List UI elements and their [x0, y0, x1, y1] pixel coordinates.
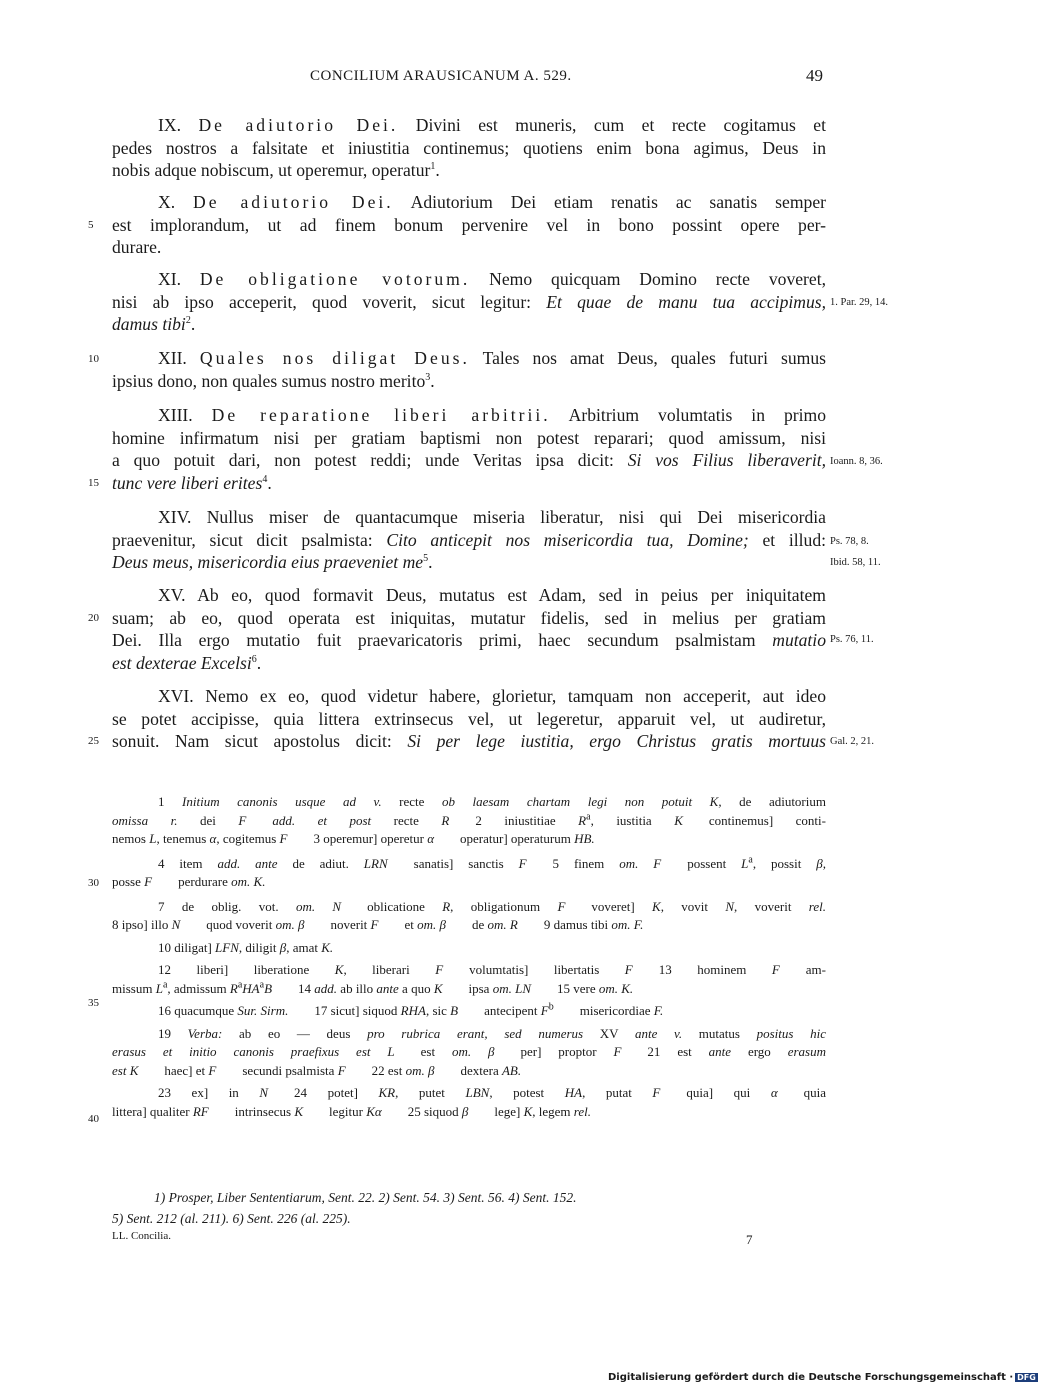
apparatus-text: 10 diligat]: [158, 939, 216, 955]
apparatus-siglum: LRN: [363, 855, 388, 871]
apparatus-line: [112, 961, 826, 980]
apparatus-siglum: K.: [321, 939, 334, 955]
apparatus-text: 12 liberi] liberatione: [158, 962, 335, 977]
apparatus-text: haec] et: [138, 1062, 209, 1078]
apparatus-text: 8 ipso] illo: [112, 917, 172, 932]
canon-line: se potet accipisse, quia littera extrinsecus vel, ut legeretur, apparuit vel, ut audiretur,: [112, 708, 826, 729]
line-number: 15: [88, 477, 99, 489]
apparatus-text: , potest: [489, 1085, 565, 1100]
apparatus-siglum: LFN: [215, 939, 239, 955]
canon-text: Adiutorium Dei etiam renatis ac sanatis semper: [393, 192, 826, 212]
apparatus-line: [112, 898, 826, 917]
apparatus-siglum: F: [435, 962, 444, 977]
apparatus-text: perdurare: [152, 874, 232, 889]
margin-reference: Ps. 76, 11.: [830, 634, 874, 645]
apparatus-text: ab illo: [337, 980, 377, 996]
apparatus-text: , iustitia: [590, 812, 675, 828]
scripture-quote: Et quae de manu tua accipimus,: [546, 291, 826, 312]
apparatus-text: posse: [112, 874, 145, 889]
canon-line: [112, 449, 826, 472]
apparatus-text: , sic: [425, 1003, 451, 1018]
apparatus-siglum: F: [144, 874, 153, 889]
footnote-ref: 4: [262, 473, 268, 485]
apparatus-text: , obligationum: [450, 898, 558, 914]
apparatus-line: [112, 980, 826, 999]
margin-reference: Ioann. 8, 36.: [830, 456, 883, 467]
apparatus-siglum: LBN: [465, 1085, 490, 1100]
scripture-quote: Deus meus, misericordia eius praeveniet me: [112, 552, 424, 572]
apparatus-siglum: K: [523, 1103, 533, 1119]
canon-xvi: [112, 685, 826, 753]
apparatus-text: am-: [779, 962, 826, 977]
apparatus-text: littera] qualiter: [112, 1103, 193, 1119]
apparatus-text: recte: [381, 794, 442, 809]
apparatus-siglum: om. F.: [611, 917, 644, 932]
apparatus-text: , cogitemus: [216, 831, 280, 846]
apparatus-siglum: N: [259, 1085, 269, 1100]
scripture-quote: est dexterae Excelsi: [112, 652, 252, 673]
apparatus-superscript: a: [259, 979, 265, 991]
apparatus-line: [112, 916, 826, 935]
apparatus-siglum: RF: [192, 1103, 209, 1119]
apparatus-text: secundi psalmista: [216, 1062, 338, 1078]
apparatus-siglum: L: [741, 855, 749, 871]
apparatus-text: , admissum: [167, 980, 230, 996]
canon-title: Quales nos diligat Deus.: [199, 348, 470, 368]
apparatus-siglum: ante v.: [635, 1025, 683, 1041]
apparatus-text: [246, 813, 272, 828]
canon-text: nisi ab ipso acceperit, quod voverit, sicut legitur:: [112, 291, 547, 312]
apparatus-superscript: b: [548, 1001, 554, 1013]
canon-line: [112, 313, 826, 336]
apparatus-siglum: R: [441, 812, 450, 828]
apparatus-siglum: ante: [376, 980, 399, 996]
canon-text: et illud:: [748, 529, 826, 550]
canon-text: nobis adque nobiscum, ut operemur, operatur: [112, 160, 431, 180]
apparatus-siglum: α: [209, 831, 217, 846]
source-note-line: 5) Sent. 212 (al. 211). 6) Sent. 226 (al. 225).: [112, 1211, 351, 1226]
canon-text: Arbitrium volumtatis in primo: [550, 405, 826, 425]
critical-apparatus: [112, 793, 826, 1121]
canon-title: De adiutorio Dei.: [193, 192, 394, 212]
apparatus-siglum: K: [674, 812, 683, 828]
canon-xiv: [112, 506, 826, 574]
canon-line: [112, 551, 826, 574]
canon-line: durare.: [112, 237, 162, 257]
footnote-ref: 2: [185, 315, 191, 327]
apparatus-text: quod voverit: [180, 917, 276, 932]
apparatus-text: 3 operemur] operetur: [287, 831, 428, 846]
canon-line: XIV. Nullus miser de quantacumque miseria liberatur, nisi qui Dei misericordia: [158, 507, 826, 527]
apparatus-siglum: ante: [708, 1044, 732, 1059]
apparatus-text: XV: [583, 1025, 635, 1041]
apparatus-text: antecipent: [458, 1003, 541, 1018]
apparatus-siglum: om. K.: [231, 874, 266, 889]
apparatus-text: voveret]: [565, 898, 653, 914]
canon-text: Tales nos amat Deus, quales futuri sumus: [469, 348, 826, 368]
canon-line: est implorandum, ut ad finem bonum pervenire vel in bono possint opere per-: [112, 214, 826, 235]
scripture-quote: Cito anticepit nos misericordia tua, Domine;: [386, 529, 749, 550]
apparatus-siglum: Initium canonis usque ad v.: [182, 794, 382, 809]
apparatus-text: est: [394, 1044, 452, 1059]
canon-text: praevenitur, sicut dicit psalmista:: [112, 529, 387, 550]
apparatus-text: recte: [371, 812, 442, 828]
canon-line: XVI. Nemo ex eo, quod videtur habere, glorietur, tamquam non acceperit, aut ideo: [158, 686, 826, 706]
apparatus-siglum: K: [652, 898, 661, 914]
apparatus-line: [112, 830, 826, 849]
canon-title: De reparatione liberi arbitrii.: [211, 405, 551, 425]
canon-line: [112, 159, 826, 182]
apparatus-siglum: om. LN: [492, 980, 531, 996]
canon-line: [112, 529, 826, 552]
apparatus-text: legitur: [303, 1103, 367, 1119]
apparatus-siglum: F: [370, 917, 379, 932]
footnote-ref: 5: [423, 553, 429, 565]
credit-text: Digitalisierung gefördert durch die Deutsche Forschungsgemeinschaft ·: [608, 1372, 1014, 1383]
canon-line: [112, 629, 826, 652]
apparatus-text: quia: [777, 1085, 827, 1100]
margin-reference: Gal. 2, 21.: [830, 736, 875, 747]
canon-number: X.: [158, 192, 194, 212]
apparatus-siglum: om. β: [405, 1062, 435, 1078]
canon-line: [112, 191, 826, 214]
canon-number: XII.: [158, 348, 200, 368]
page-number: 49: [806, 66, 823, 85]
line-number: 20: [88, 612, 99, 624]
apparatus-text: , liberari: [343, 962, 436, 977]
apparatus-siglum: rel.: [573, 1103, 591, 1119]
line-number: 10: [88, 353, 99, 365]
apparatus-siglum: est K: [112, 1062, 139, 1078]
signature-number: 7: [746, 1232, 753, 1247]
apparatus-text: possent: [661, 855, 742, 871]
scripture-quote: Si per lege iustitia, ergo Christus gratis mortuus: [407, 731, 826, 751]
apparatus-siglum: Sur. Sirm.: [237, 1003, 289, 1018]
apparatus-text: a quo: [398, 980, 434, 996]
apparatus-text: 4 item: [158, 855, 218, 871]
canon-text: ipsius dono, non quales sumus nostro merito: [112, 370, 426, 391]
canon-line: [112, 472, 826, 495]
apparatus-siglum: HB.: [574, 831, 595, 846]
apparatus-siglum: HA: [242, 980, 260, 996]
apparatus-line: [112, 873, 826, 892]
line-number: 25: [88, 735, 99, 747]
apparatus-text: , possit: [752, 855, 817, 871]
apparatus-siglum: α: [427, 831, 435, 846]
apparatus-siglum: K: [294, 1103, 303, 1119]
apparatus-text: 17 sicut] siquod: [288, 1003, 401, 1018]
apparatus-text: 19: [158, 1025, 188, 1041]
apparatus-siglum: om. F: [619, 855, 662, 871]
margin-reference: 1. Par. 29, 14.: [830, 297, 889, 308]
apparatus-siglum: F: [518, 855, 527, 871]
apparatus-text: mutatus: [682, 1025, 757, 1041]
line-number: 40: [88, 1113, 99, 1125]
apparatus-text: 21 est: [621, 1044, 709, 1059]
canon-xiii: [112, 404, 826, 494]
apparatus-line: [112, 812, 826, 831]
apparatus-line: [112, 855, 826, 874]
scripture-quote: mutatio: [772, 630, 826, 650]
canon-line: suam; ab eo, quod operata est iniquitas, mutatur fidelis, sed in melius per gratiam: [112, 607, 826, 628]
scripture-quote: damus tibi: [112, 314, 186, 334]
apparatus-siglum: F: [624, 962, 633, 977]
apparatus-siglum: F: [208, 1062, 217, 1078]
apparatus-siglum: erasum: [787, 1044, 826, 1059]
apparatus-siglum: om. K.: [598, 980, 634, 996]
canon-line: [112, 114, 826, 137]
canon-xv: [112, 584, 826, 674]
apparatus-text: quia] qui: [660, 1085, 771, 1100]
running-title: CONCILIUM ARAUSICANUM A. 529.: [310, 68, 572, 84]
apparatus-siglum: rel.: [808, 898, 827, 914]
apparatus-text: dextera: [434, 1062, 502, 1078]
apparatus-text: 9 damus tibi: [517, 917, 612, 932]
apparatus-text: de: [446, 917, 488, 932]
apparatus-text: 25 siquod: [381, 1103, 462, 1119]
apparatus-text: 22 est: [345, 1062, 406, 1078]
canon-title: De adiutorio Dei.: [198, 115, 399, 135]
canon-line: homine infirmatum nisi per gratiam baptismi non potest reparari; quod amissum, nisi: [112, 427, 826, 448]
apparatus-siglum: F: [652, 1085, 661, 1100]
apparatus-text: 14: [272, 980, 315, 996]
apparatus-text: per] proptor: [494, 1044, 614, 1059]
apparatus-siglum: N: [725, 898, 735, 914]
canon-ix: [112, 114, 826, 182]
apparatus-line: [112, 939, 826, 958]
margin-reference: Ps. 78, 8.: [830, 536, 869, 547]
apparatus-text: dei: [177, 812, 239, 828]
canon-line: pedes nostros a falsitate et iniustitia continemus; quotiens enim bona agimus, Deus in: [112, 137, 826, 158]
apparatus-text: , diligit: [238, 939, 280, 955]
apparatus-superscript: a: [162, 979, 168, 991]
apparatus-text: de adiutorium: [721, 794, 826, 809]
canon-number: IX.: [158, 115, 199, 135]
apparatus-line: [112, 1002, 826, 1021]
apparatus-siglum: pro rubrica erant, sed numerus: [367, 1025, 584, 1041]
apparatus-text: 1: [158, 794, 183, 809]
apparatus-text: missum: [112, 980, 156, 996]
canon-text: .: [430, 370, 435, 391]
source-notes: [112, 1187, 826, 1229]
canon-line: [112, 268, 826, 291]
apparatus-siglum: Verba:: [187, 1025, 223, 1041]
canon-x: [112, 191, 826, 259]
apparatus-siglum: L: [149, 831, 157, 846]
line-number: 30: [88, 877, 99, 889]
apparatus-text: lege]: [468, 1103, 524, 1119]
apparatus-siglum: AB.: [501, 1062, 522, 1078]
apparatus-text: ipsa: [442, 980, 493, 996]
canon-line: [112, 347, 826, 370]
apparatus-text: , putat: [582, 1085, 653, 1100]
apparatus-siglum: R: [229, 980, 238, 996]
footnote-ref: 3: [425, 371, 431, 383]
apparatus-line: [112, 1103, 826, 1122]
apparatus-text: 7 de oblig. vot.: [158, 898, 296, 914]
apparatus-siglum: F: [337, 1062, 346, 1078]
apparatus-siglum: K: [433, 980, 443, 996]
apparatus-siglum: add. et post: [272, 812, 372, 828]
apparatus-line: [112, 1062, 826, 1081]
apparatus-text: , tenemus: [156, 831, 210, 846]
apparatus-siglum: om. β: [417, 917, 447, 932]
apparatus-siglum: β,: [816, 855, 826, 871]
apparatus-siglum: om. β: [275, 917, 305, 932]
apparatus-siglum: L: [155, 980, 163, 996]
margin-reference: Ibid. 58, 11.: [830, 557, 881, 568]
apparatus-text: de adiut.: [277, 855, 364, 871]
dfg-logo: DFG: [1017, 1372, 1036, 1382]
apparatus-text: 16 quacumque: [158, 1003, 238, 1018]
canon-line: [112, 370, 826, 393]
apparatus-siglum: β: [279, 939, 287, 955]
apparatus-siglum: F: [540, 1003, 549, 1018]
apparatus-text: misericordiae: [553, 1003, 654, 1018]
apparatus-siglum: β: [461, 1103, 469, 1119]
footnote-ref: 6: [251, 653, 257, 665]
canon-text: .: [435, 160, 440, 180]
apparatus-text: , vovit: [660, 898, 726, 914]
apparatus-siglum: erasus et initio canonis praefixus est L: [112, 1044, 395, 1059]
apparatus-siglum: R: [442, 898, 451, 914]
apparatus-siglum: B: [264, 980, 273, 996]
apparatus-text: noverit: [304, 917, 371, 932]
footnote-ref: 1: [430, 161, 436, 173]
apparatus-siglum: Kα: [366, 1103, 382, 1119]
apparatus-superscript: a: [748, 854, 753, 866]
scripture-quote: tunc vere liberi erites: [112, 472, 263, 493]
canon-line: [112, 404, 826, 427]
apparatus-siglum: R: [578, 812, 587, 828]
apparatus-siglum: N: [171, 917, 181, 932]
apparatus-siglum: ob laesam chartam legi non potuit K,: [441, 794, 722, 809]
apparatus-text: continemus] conti-: [682, 812, 826, 828]
apparatus-text: sanatis] sanctis: [387, 855, 519, 871]
apparatus-siglum: F: [771, 962, 780, 977]
digitization-credit: [608, 1372, 1038, 1383]
canon-text: Nemo quicquam Domino recte voveret,: [470, 269, 826, 289]
apparatus-text: intrinsecus: [208, 1103, 295, 1119]
apparatus-text: 15 vere: [531, 980, 599, 996]
apparatus-siglum: F: [279, 831, 288, 846]
source-note-line: 1) Prosper, Liber Sententiarum, Sent. 22. 2) Sent. 54. 3) Sent. 56. 4) Sent. 152.: [154, 1190, 577, 1205]
apparatus-text: 13 hominem: [632, 962, 772, 977]
canon-line: [112, 291, 826, 314]
apparatus-siglum: KR: [378, 1085, 396, 1100]
line-number: 35: [88, 997, 99, 1009]
apparatus-siglum: om. β: [451, 1044, 495, 1059]
canon-xii: [112, 347, 826, 392]
apparatus-text: ergo: [731, 1044, 788, 1059]
apparatus-line: [112, 793, 826, 812]
apparatus-superscript: a: [237, 979, 243, 991]
canon-xi: [112, 268, 826, 336]
apparatus-text: , legem: [532, 1103, 574, 1119]
apparatus-text: , putet: [395, 1085, 466, 1100]
canon-text: .: [190, 314, 196, 334]
apparatus-text: , amat: [286, 939, 322, 955]
apparatus-siglum: α: [770, 1085, 778, 1100]
apparatus-text: 2 iniustitiae: [449, 812, 579, 828]
apparatus-siglum: omissa r.: [112, 812, 178, 828]
canon-text: Dei. Illa ergo mutatio fuit praevaricatoris primi, haec secundum psalmistam: [112, 630, 773, 650]
apparatus-siglum: K: [334, 962, 344, 977]
canon-text: Divini est muneris, cum et recte cogitamus et: [398, 115, 826, 135]
apparatus-text: et: [378, 917, 418, 932]
apparatus-superscript: a: [586, 811, 591, 823]
apparatus-text: , voverit: [734, 898, 809, 914]
canon-number: XIII.: [158, 405, 212, 425]
apparatus-line: [112, 1025, 826, 1044]
apparatus-siglum: B: [450, 1003, 459, 1018]
canon-text: .: [267, 472, 272, 493]
apparatus-siglum: add. ante: [217, 855, 278, 871]
apparatus-siglum: om. R: [487, 917, 518, 932]
apparatus-siglum: RHA: [400, 1003, 426, 1018]
canon-title: De obligatione votorum.: [199, 269, 471, 289]
apparatus-text: operatur] operaturum: [434, 831, 575, 846]
canon-line: [112, 730, 826, 753]
canon-line: [112, 652, 826, 675]
line-number: 5: [88, 219, 94, 231]
scripture-quote: Si vos Filius liberaverit,: [627, 450, 826, 470]
canon-text: a quo potuit dari, non potest reddi; unde Veritas ipsa dicit:: [112, 450, 628, 470]
canon-line: XV. Ab eo, quod formavit Deus, mutatus est Adam, sed in peius per iniquitatem: [158, 585, 826, 605]
apparatus-text: oblicatione: [341, 898, 443, 914]
canon-number: XI.: [158, 269, 200, 289]
apparatus-text: nemos: [112, 831, 150, 846]
apparatus-siglum: HA: [564, 1085, 583, 1100]
canon-text: .: [428, 552, 433, 572]
apparatus-line: [112, 1084, 826, 1103]
apparatus-siglum: positus hic: [756, 1025, 827, 1041]
apparatus-text: volumtatis] libertatis: [443, 962, 625, 977]
apparatus-text: ab eo — deus: [222, 1025, 368, 1041]
canon-text: sonuit. Nam sicut apostolus dicit:: [112, 731, 408, 751]
apparatus-siglum: F: [613, 1044, 622, 1059]
apparatus-siglum: F.: [653, 1003, 664, 1018]
apparatus-siglum: om. N: [295, 898, 342, 914]
signature-mark: LL. Concilia.: [112, 1230, 171, 1242]
apparatus-siglum: F: [557, 898, 566, 914]
apparatus-siglum: add.: [314, 980, 338, 996]
apparatus-text: 5 finem: [526, 855, 620, 871]
canon-text: .: [256, 652, 262, 673]
apparatus-line: [112, 1043, 826, 1062]
apparatus-text: 23 ex] in: [158, 1085, 260, 1100]
apparatus-text: 24 potet]: [268, 1085, 379, 1100]
apparatus-siglum: F: [238, 812, 247, 828]
